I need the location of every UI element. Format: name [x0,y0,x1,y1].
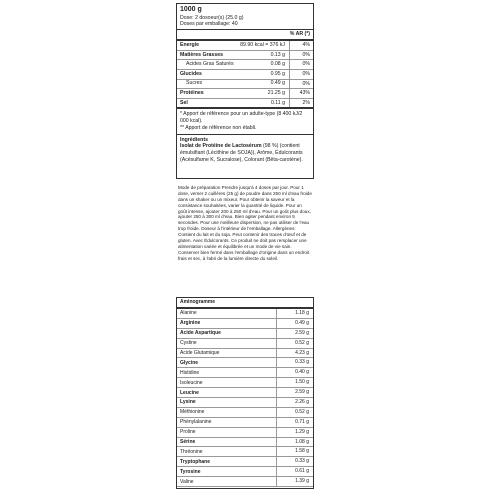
nutrient-percent: 43% [289,89,313,98]
amino-value: 0.33 g [276,358,313,367]
amino-name: Alanine [180,310,197,317]
nutrition-row [177,51,313,61]
amino-row [177,477,313,487]
nutrient-percent: 2% [289,99,313,108]
amino-row [177,428,313,438]
amino-row [177,467,313,477]
dose-line: Dose: 2 dosoeur(s) (25.0 g) [180,14,244,21]
amino-row [177,309,313,319]
amino-row [177,438,313,448]
nutrient-value: 0.49 g [270,80,285,87]
amino-name: Valine [180,478,194,485]
amino-name: Proline [180,429,196,436]
amino-name: Isoleucine [180,379,203,386]
amino-name: Arginine [180,320,201,327]
nutrition-row [177,89,313,99]
nutrient-percent: 0% [289,70,313,79]
amino-row [177,319,313,329]
amino-row [177,447,313,457]
amino-value: 1.08 g [276,438,313,447]
nutrient-percent: 0% [289,60,313,69]
nutrient-label: Énergie [180,42,200,49]
amino-name: Glycine [180,359,199,366]
amino-value: 0.52 g [276,339,313,348]
amino-name: Acide Aspartique [180,330,221,337]
amino-row [177,457,313,467]
pct-column-header: % AR (*) [177,30,313,41]
nutrient-label: Protéines [180,90,204,97]
amino-name: Méthionine [180,409,205,416]
nutrition-header [177,4,313,30]
nutrient-label: Matières Grasses [180,51,223,58]
amino-row [177,339,313,349]
amino-value: 1.50 g [276,378,313,387]
nutrient-label: Acides Gras Saturés [186,61,234,68]
amino-value: 1.29 g [276,428,313,437]
amino-value: 0.49 g [276,319,313,328]
nutrition-row [177,70,313,80]
amino-value: 1.39 g [276,477,313,486]
amino-name: Leucine [180,389,199,396]
amino-value: 0.61 g [276,467,313,476]
nutrition-facts-panel [176,3,314,179]
nutrient-value: 0.95 g [270,70,285,77]
amino-value: 2.59 g [276,388,313,397]
nutrition-rows [177,41,313,109]
aminogram-title: Aminogramme [177,298,313,309]
nutrition-footnotes [177,109,313,134]
amino-name: Thréonine [180,448,203,455]
amino-name: Tyrosine [180,468,201,475]
ingredients-title: Ingrédients [180,136,208,143]
amino-value: 0.40 g [276,368,313,377]
amino-row [177,378,313,388]
nutrient-percent: 4% [289,41,313,50]
nutrient-value: 89.90 kcal = 376 kJ [240,42,285,49]
nutrient-value: 0.13 g [270,51,285,58]
footnote-reference: * Apport de référence pour un adulte-type (8 400 kJ/2 000 kcal). [180,111,303,125]
amino-row [177,329,313,339]
nutrient-percent: 0% [289,80,313,89]
amino-name: Lysine [180,399,196,406]
amino-value: 2.59 g [276,329,313,338]
doses-per-pack: Doses par emballage: 40 [180,21,238,28]
amino-row [177,418,313,428]
preparation-text: Mode de préparation Prendre jusqu'à 4 doses par jour. Pour 1 dose, verser 2 cuillères (25 g) de poudre dans 250 ml d'eau froide dans un shaker ou un mixeur. Pour obtenir la saveur et la consistance souhaitées, varier la quantité de liquide. Pour un goût intense, ajouter 200 à 250 ml d'eau. Pour un goût plus doux, ajouter 250 à 300 ml d'eau. Bien agiter pendant environ 5 secondes. Pour une meilleure dispersion, ne pas utiliser de l'eau trop froide. Doseur à l'intérieur de l'emballage. Allergènes: Contient du lait et du soja. Peut contenir des traces d'œuf et de gluten. Avec Édulcorants. Ce produit ne doit pas remplacer une alimentation variée et équilibrée et un mode de vie sain. Conserver bien fermé dans l'emballage d'origine dans un endroit frais et sec, à l'abri de la lumière directe du soleil. [178,185,312,261]
amino-row [177,408,313,418]
nutrition-row [177,41,313,51]
nutrient-value: 0.08 g [270,61,285,68]
nutrition-row [177,80,313,90]
amino-value: 1.58 g [276,447,313,456]
amino-name: Histidine [180,369,200,376]
aminogram-table [176,297,314,489]
nutrient-value: 0.11 g [270,99,285,106]
nutrient-label: Sel [180,99,188,106]
nutrition-row [177,99,313,110]
amino-row [177,398,313,408]
ingredients-block [177,135,313,166]
nutrition-row [177,60,313,70]
amino-name: Sérine [180,439,196,446]
footnote-not-established: ** Apport de référence non établi. [180,124,257,131]
amino-name: Phénylalanine [180,419,212,426]
nutrient-percent: 0% [289,51,313,60]
amino-value: 4.23 g [276,349,313,358]
amino-value: 0.52 g [276,408,313,417]
amino-value: 0.71 g [276,418,313,427]
amino-row [177,349,313,359]
amino-value: 0.33 g [276,457,313,466]
ingredients-rest: (98 %) (contient émulsifiant (Lécithine de SOJA)), Arôme, Édulcorants (Acésulfame K, Sucralose), Colorant (Bêta-carotène). [180,143,303,163]
aminogram-rows [177,309,313,487]
amino-value: 1.18 g [276,309,313,318]
amino-value: 2.26 g [276,398,313,407]
amino-row [177,388,313,398]
amino-name: Tryptophane [180,458,211,465]
amino-row [177,368,313,378]
ingredients-main: Isolat de Protéine de Lactosérum [180,143,262,150]
amino-name: Acide Glutamique [180,350,220,356]
amino-name: Cystine [180,340,197,347]
nutrient-value: 21.25 g [267,90,285,97]
package-weight: 1000 g [180,6,202,13]
nutrient-label: Sucres [186,80,203,87]
ingredients-text [180,143,310,163]
amino-row [177,358,313,368]
nutrient-label: Glucides [180,70,202,77]
